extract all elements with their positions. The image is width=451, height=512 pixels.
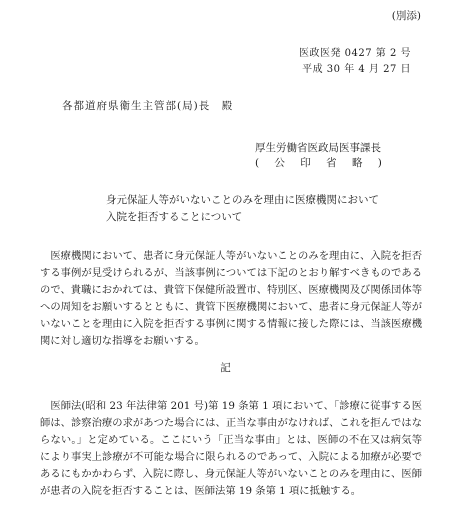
seal-omitted-note: ( 公 印 省 略 ) xyxy=(255,157,388,169)
document-number: 医政医発 0427 第 2 号 xyxy=(298,48,411,59)
document-date: 平成 30 年 4 月 27 日 xyxy=(302,64,411,75)
annex-label: (別添) xyxy=(391,10,421,22)
subject-line-2: 入院を拒否することについて xyxy=(106,211,243,223)
body-paragraph-2: 医師法(昭和 23 年法律第 201 号)第 19 条第 1 項において、「診療に従事する医師は、診察治療の求があつた場合には、正当な事由がなければ、これを拒んではならない。」と定めている。ここにいう「正当な事由」とは、医師の不在又は病気等により事実上診療が不可能な場合に限られるのであって、入院による加療が必要であるにもかかわらず、入院に際し、身元保証人等がいないことのみを理由に、医師が患者の入院を拒否することは、医師法第 19 条第 1 項に抵触する。 xyxy=(40,400,422,497)
sender: 厚生労働省医政局医事課長 xyxy=(255,142,381,154)
addressee: 各都道府県衛生主管部(局)長 殿 xyxy=(62,100,234,112)
subject-line-1: 身元保証人等がいないことのみを理由に医療機関において xyxy=(106,194,379,206)
subject xyxy=(106,192,406,226)
ki-heading: 記 xyxy=(220,362,231,374)
body-paragraph-1: 医療機関において、患者に身元保証人等がいないことのみを理由に、入院を拒否する事例が見受けられるが、当該事例については下記のとおり解すべきものであるので、貴職におかれては、貴管下保健所設置市、特別区、医療機関及び関係団体等への周知をお願いするとともに、貴管下医療機関において、患者に身元保証人等がいないことを理由に入院を拒否する事例に関する情報に接した際には、当該医療機関に対し適切な指導をお願いする。 xyxy=(40,250,422,347)
